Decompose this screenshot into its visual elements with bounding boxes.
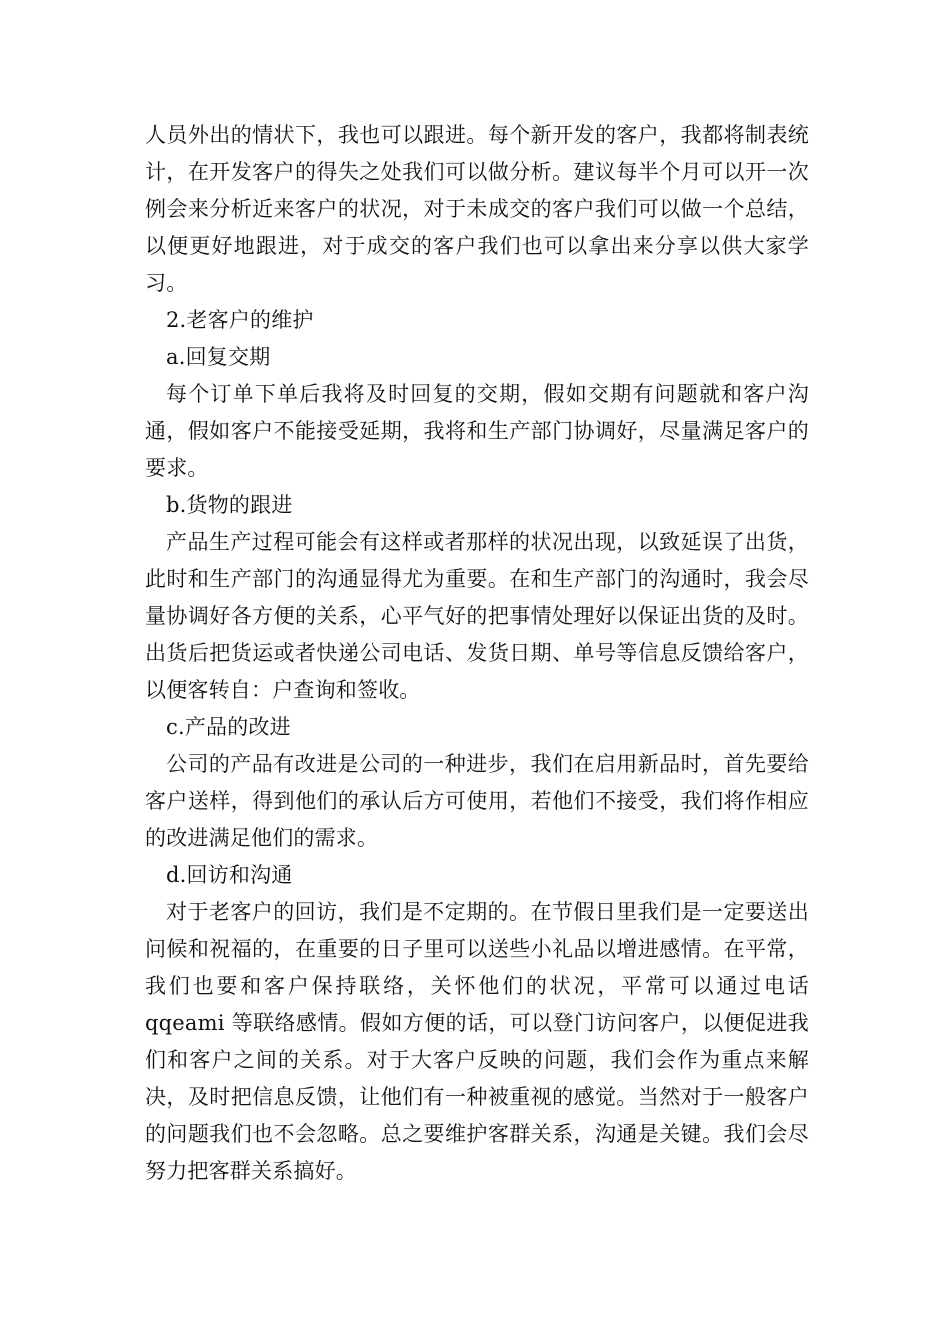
- paragraph-reply-delivery-date: 每个订单下单后我将及时回复的交期，假如交期有问题就和客户沟通，假如客户不能接受延期，我将和生产部门协调好，尽量满足客户的要求。: [145, 382, 809, 480]
- subheading-reply-delivery-date: a.回复交期: [166, 345, 271, 369]
- subheading-goods-followup: b.货物的跟进: [166, 493, 293, 517]
- paragraph-product-improvement: 公司的产品有改进是公司的一种进步，我们在启用新品时，首先要给客户送样，得到他们的承认后方可使用，若他们不接受，我们将作相应的改进满足他们的需求。: [145, 752, 809, 850]
- subheading-product-improvement: c.产品的改进: [166, 715, 291, 739]
- paragraph-revisit-communication: 对于老客户的回访，我们是不定期的。在节假日里我们是一定要送出问候和祝福的，在重要的日子里可以送些小礼品以增进感情。在平常，我们也要和客户保持联络，关怀他们的状况，平常可以通过电话 qqeami 等联络感情。假如方便的话，可以登门访问客户，以便促进我们和客户之间的关系。对于大客户反映的问题，我们会作为重点来解决，及时把信息反馈，让他们有一种被重视的感觉。当然对于一般客户的问题我们也不会忽略。总之要维护客群关系，沟通是关键。我们会尽努力把客群关系搞好。: [145, 900, 809, 1183]
- section-heading-old-customer-maintenance: 2.老客户的维护: [166, 308, 314, 332]
- document-body: [145, 117, 809, 1190]
- paragraph-followup-summary: 人员外出的情状下，我也可以跟进。每个新开发的客户，我都将制表统计，在开发客户的得失之处我们可以做分析。建议每半个月可以开一次例会来分析近来客户的状况，对于未成交的客户我们可以做一个总结，以便更好地跟进，对于成交的客户我们也可以拿出来分享以供大家学习。: [145, 123, 809, 295]
- paragraph-goods-followup: 产品生产过程可能会有这样或者那样的状况出现，以致延误了出货，此时和生产部门的沟通显得尤为重要。在和生产部门的沟通时，我会尽量协调好各方便的关系，心平气好的把事情处理好以保证出货的及时。出货后把货运或者快递公司电话、发货日期、单号等信息反馈给客户，以便客转自：户查询和签收。: [145, 530, 809, 702]
- subheading-revisit-communication: d.回访和沟通: [166, 863, 293, 887]
